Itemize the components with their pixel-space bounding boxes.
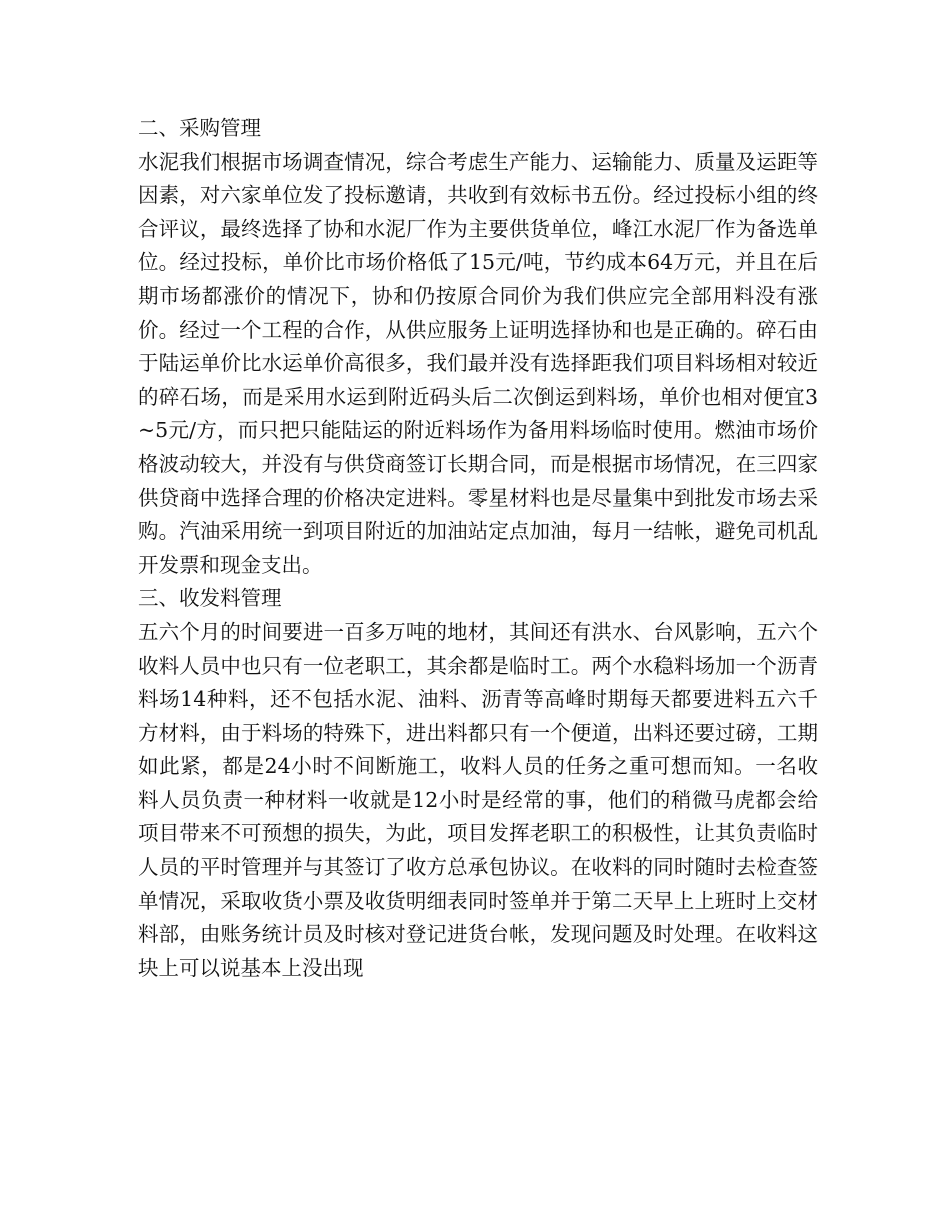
section-heading-procurement: 二、采购管理 [138,116,261,140]
section-paragraph-procurement: 水泥我们根据市场调查情况，综合考虑生产能力、运输能力、质量及运距等因素，对六家单位发了投标邀请，共收到有效标书五份。经过投标小组的终合评议，最终选择了协和水泥厂作为主要供货单位，峰江水泥厂作为备选单位。经过投标，单价比市场价格低了15元/吨，节约成本64万元，并且在后期市场都涨价的情况下，协和仍按原合同价为我们供应完全部用料没有涨价。经过一个工程的合作，从供应服务上证明选择协和也是正确的。碎石由于陆运单价比水运单价高很多，我们最并没有选择距我们项目料场相对较近的碎石场，而是采用水运到附近码头后二次倒运到料场，单价也相对便宜3~5元/方，而只把只能陆运的附近料场作为备用料场临时使用。燃油市场价格波动较大，并没有与供贷商签订长期合同，而是根据市场情况，在三四家供贷商中选择合理的价格决定进料。零星材料也是尽量集中到批发市场去采购。汽油采用统一到项目附近的加油站定点加油，每月一结帐，避免司机乱开发票和现金支出。 [138,149,818,577]
document-body [138,112,818,985]
section-paragraph-receiving: 五六个月的时间要进一百多万吨的地材，其间还有洪水、台风影响，五六个收料人员中也只有一位老职工，其余都是临时工。两个水稳料场加一个沥青料场14种料，还不包括水泥、油料、沥青等高峰时期每天都要进料五六千方材料，由于料场的特殊下，进出料都只有一个便道，出料还要过磅，工期如此紧，都是24小时不间断施工，收料人员的任务之重可想而知。一名收料人员负责一种材料一收就是12小时是经常的事，他们的稍微马虎都会给项目带来不可预想的损失，为此，项目发挥老职工的积极性，让其负责临时人员的平时管理并与其签订了收方总承包协议。在收料的同时随时去检查签单情况，采取收货小票及收货明细表同时签单并于第二天早上上班时上交材料部，由账务统计员及时核对登记进货台帐，发现问题及时处理。在收料这块上可以说基本上没出现 [138,619,818,980]
section-heading-receiving: 三、收发料管理 [138,586,282,611]
